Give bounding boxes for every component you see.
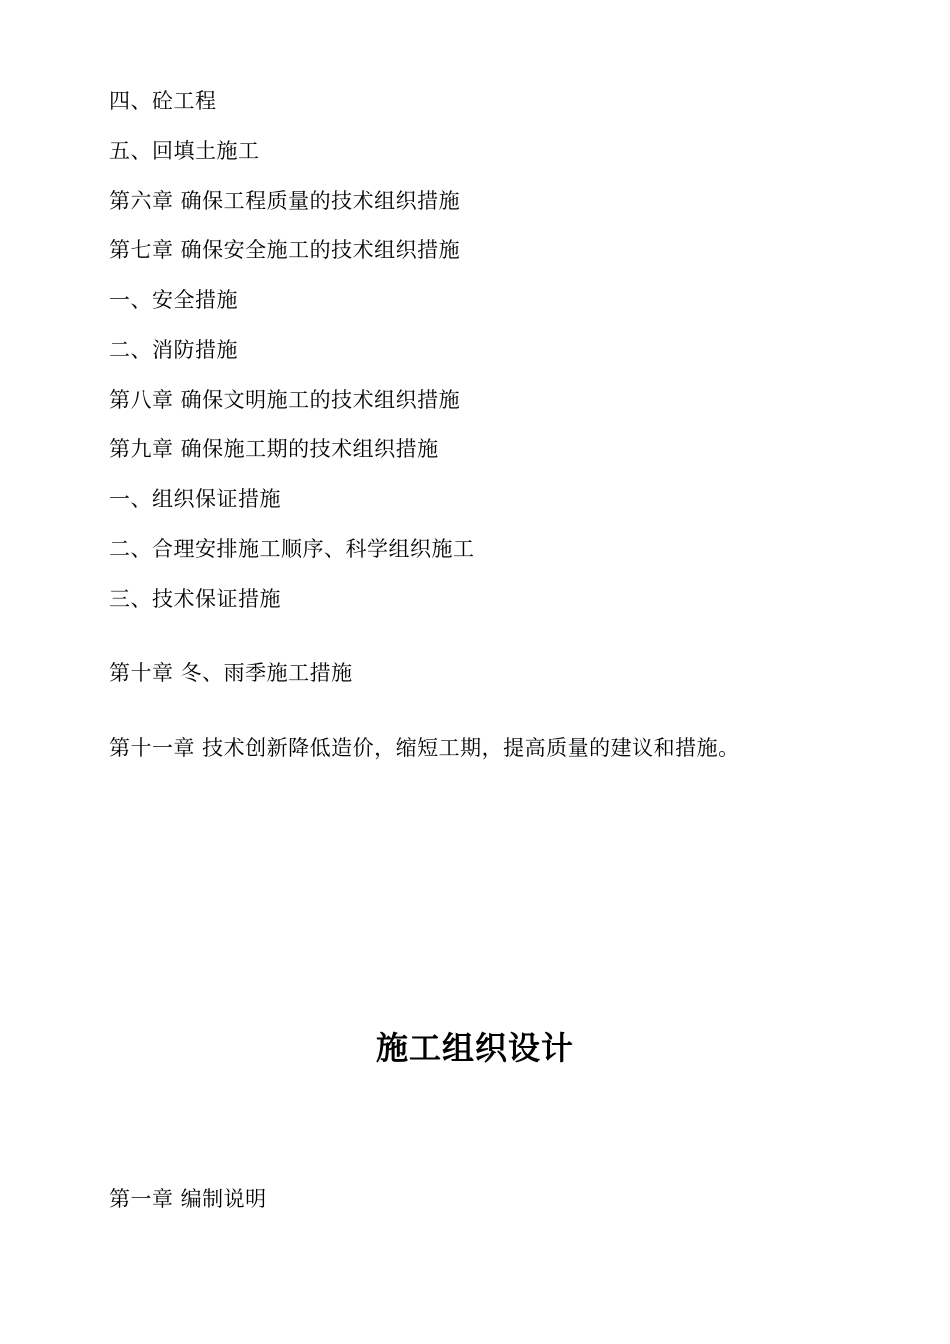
toc-item: 第六章 确保工程质量的技术组织措施 (109, 189, 461, 213)
chapter-heading: 第一章 编制说明 (109, 1187, 267, 1211)
toc-item: 五、回填土施工 (109, 139, 260, 163)
toc-item: 四、砼工程 (109, 89, 217, 113)
toc-item: 第九章 确保施工期的技术组织措施 (109, 437, 439, 461)
toc-item: 第十章 冬、雨季施工措施 (109, 661, 353, 685)
toc-item: 第七章 确保安全施工的技术组织措施 (109, 238, 461, 262)
toc-item: 一、安全措施 (109, 288, 238, 312)
toc-item: 第十一章 技术创新降低造价，缩短工期，提高质量的建议和措施。 (109, 736, 740, 760)
toc-item: 三、技术保证措施 (109, 587, 281, 611)
document-title: 施工组织设计 (375, 1029, 574, 1067)
toc-item: 二、合理安排施工顺序、科学组织施工 (109, 537, 475, 561)
toc-item: 二、消防措施 (109, 338, 238, 362)
toc-item: 一、组织保证措施 (109, 487, 281, 511)
toc-item: 第八章 确保文明施工的技术组织措施 (109, 388, 461, 412)
